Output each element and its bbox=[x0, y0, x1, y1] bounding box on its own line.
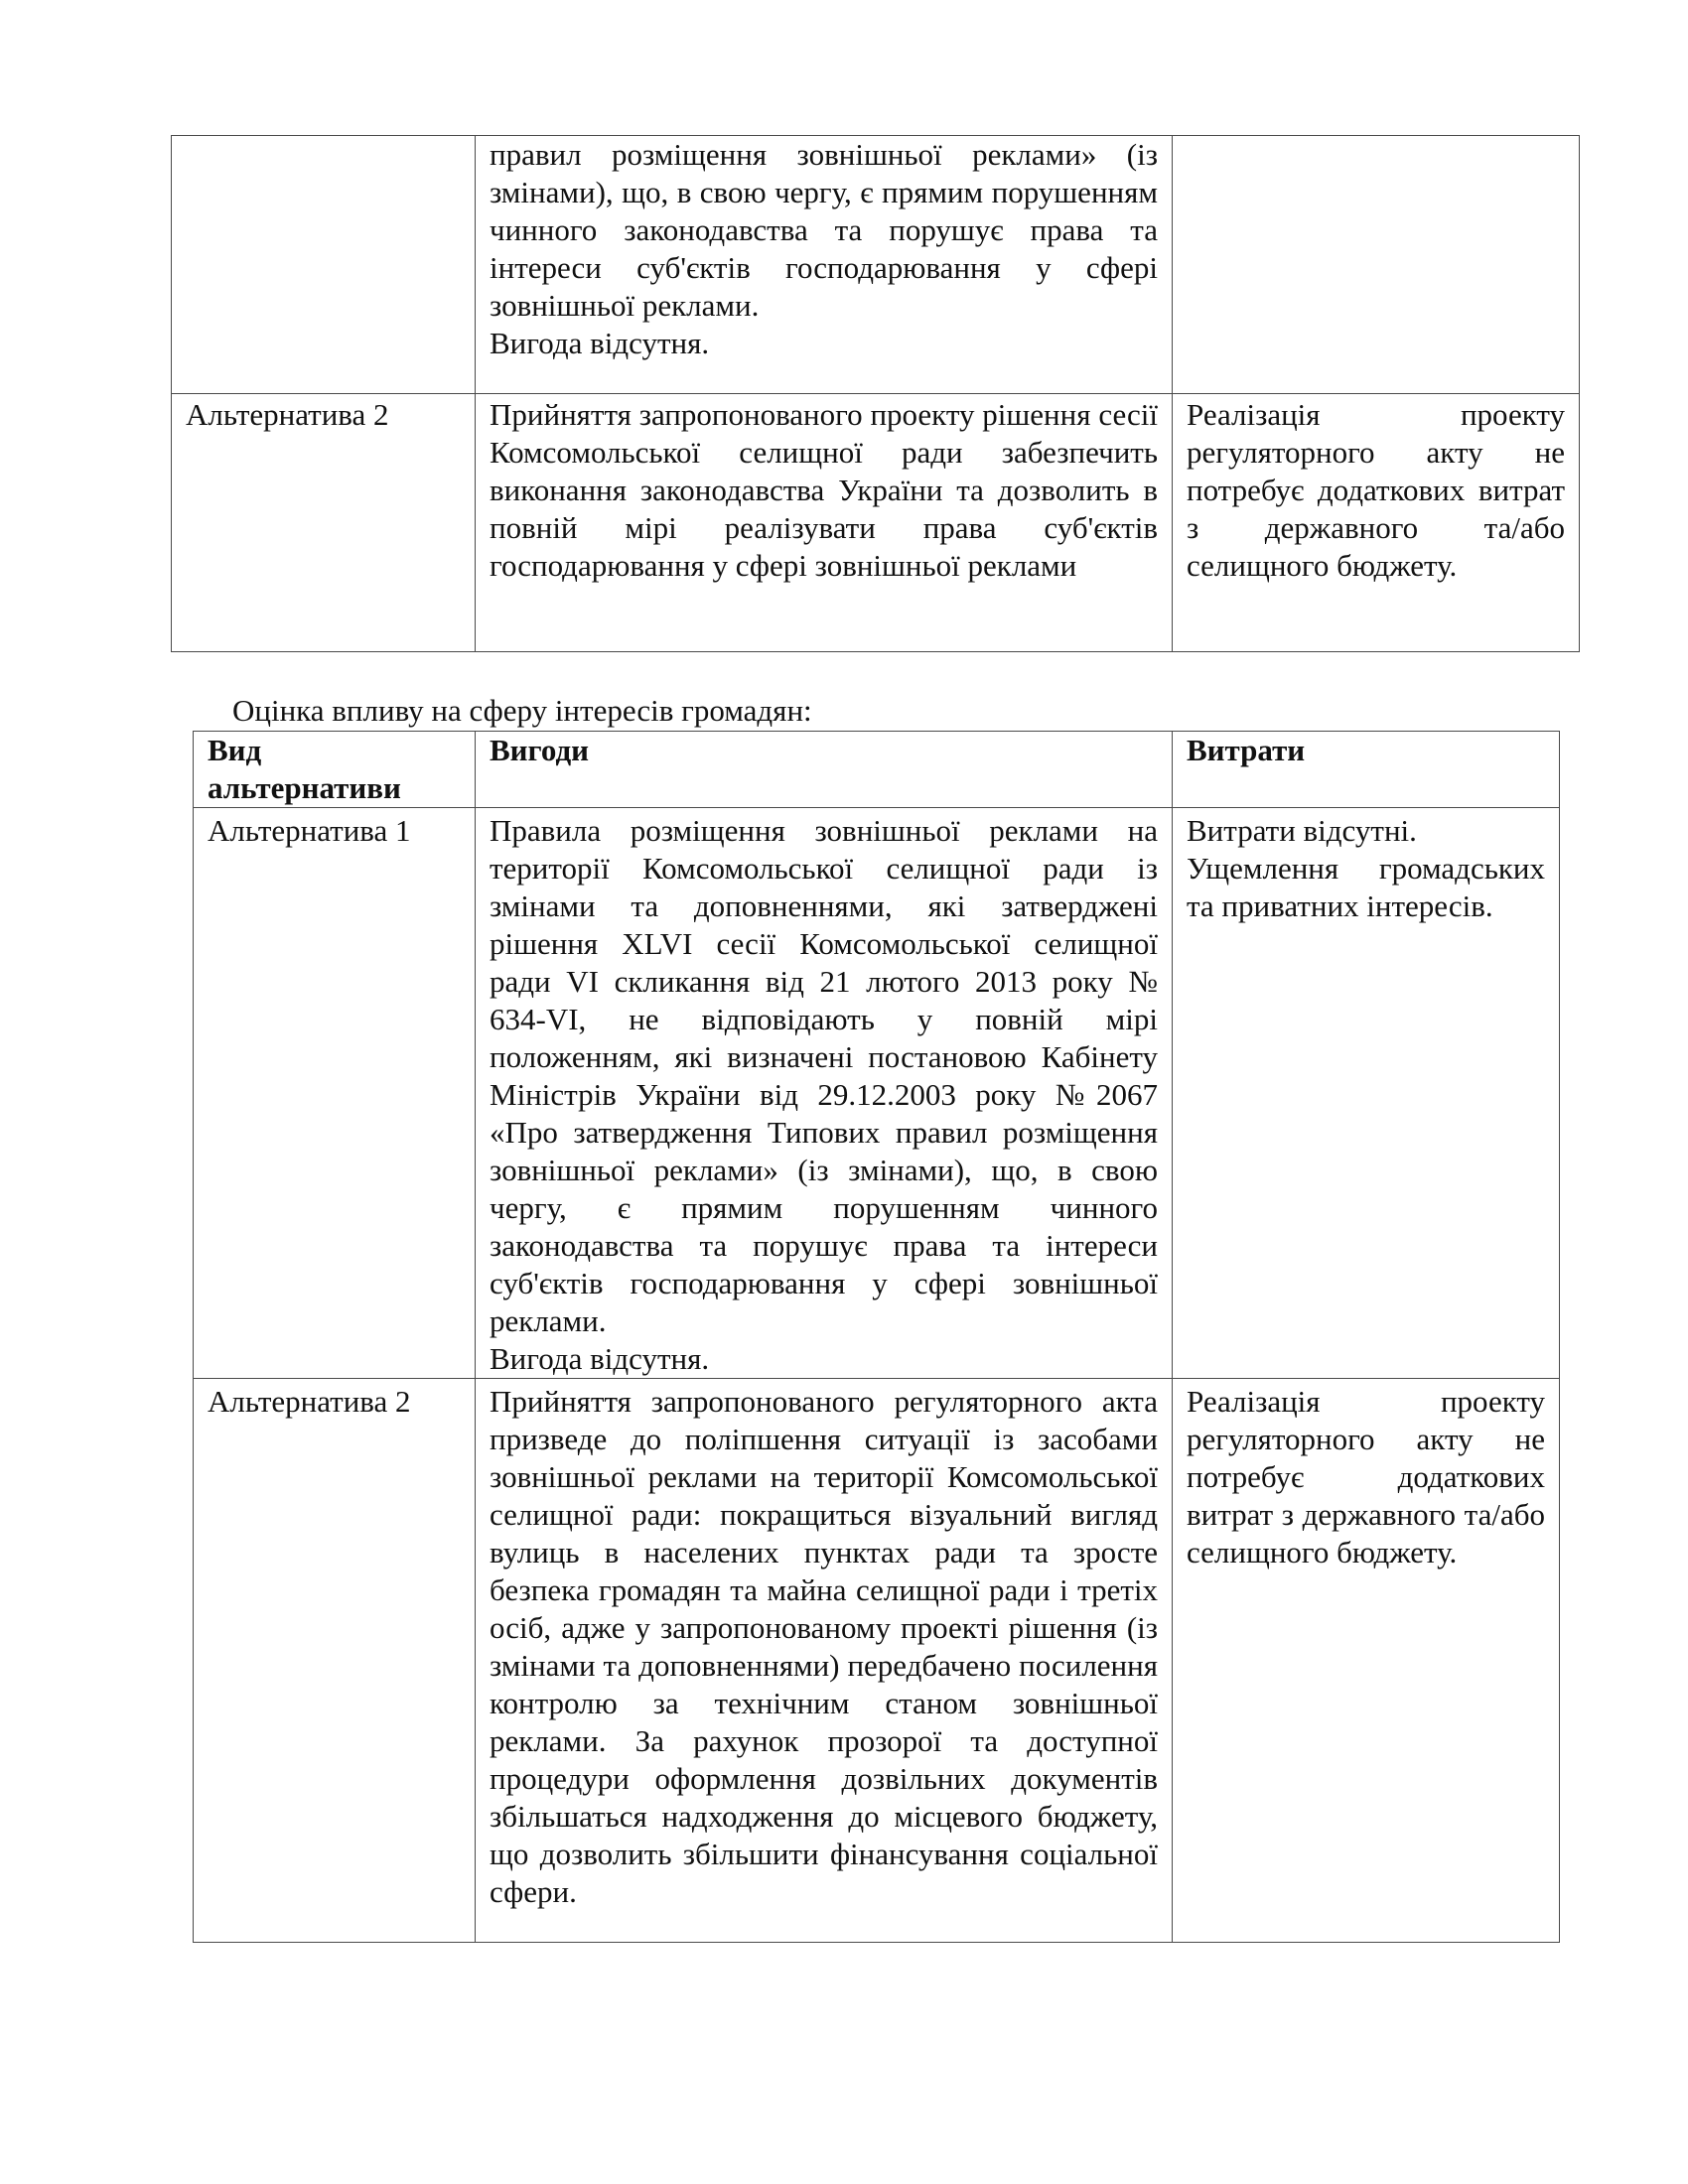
table-row bbox=[194, 808, 1560, 1379]
benefits-text: правил розміщення зовнішньої реклами» (із змінами), що, в свою чергу, є прямим порушенням чинного законодавства та порушує права та інтереси суб'єктів господарювання у сфері зовнішньої реклами. bbox=[490, 137, 1158, 323]
table-header-row bbox=[194, 732, 1560, 808]
benefits-text: Прийняття запропонованого регуляторного акта призведе до поліпшення ситуації із засобами зовнішньої реклами на території Комсомольської селищної ради: покращиться візуальний вигляд вулиць в населених пунктах ради та зросте безпека громадян та майна селищної ради і третіх осіб, адже у запропонованому проекті рішення (із змінами та доповненнями) передбачено посилення контролю за технічним станом зовнішньої реклами. За рахунок прозорої та доступної процедури оформлення дозвільних документів збільшаться надходження до місцевого бюджету, що дозволить збільшити фінансування соціальної сфери. bbox=[490, 1384, 1158, 1909]
benefits-cell bbox=[476, 808, 1173, 1379]
alternative-label-cell bbox=[194, 808, 476, 1379]
alternative-label-cell bbox=[194, 1379, 476, 1943]
benefits-cell bbox=[476, 136, 1173, 394]
costs-text: Реалізація проекту регуляторного акту не потребує додаткових витрат з державного та/або селищного бюджету. bbox=[1187, 397, 1565, 583]
table-row bbox=[194, 1379, 1560, 1943]
citizens-impact-table bbox=[193, 731, 1560, 1943]
header-benefits: Вигоди bbox=[476, 732, 1173, 808]
alternative-label: Альтернатива 2 bbox=[208, 1384, 411, 1419]
alternatives-table-continued bbox=[171, 135, 1580, 652]
alternative-label: Альтернатива 1 bbox=[208, 813, 411, 848]
costs-cell bbox=[1173, 394, 1580, 652]
table-row bbox=[172, 136, 1580, 394]
alternative-label: Альтернатива 2 bbox=[186, 397, 389, 432]
benefits-cell bbox=[476, 394, 1173, 652]
benefits-text: Прийняття запропонованого проекту рішення сесії Комсомольської селищної ради забезпечить виконання законодавства України та дозволить в повній мірі реалізувати права суб'єктів господарювання у сфері зовнішньої реклами bbox=[490, 397, 1158, 583]
costs-cell bbox=[1173, 136, 1580, 394]
costs-cell bbox=[1173, 808, 1560, 1379]
section-caption: Оцінка впливу на сферу інтересів громадян: bbox=[232, 693, 812, 728]
costs-text-line2: Ущемлення громадських та приватних інтересів. bbox=[1187, 851, 1545, 923]
benefits-extra-text: Вигода відсутня. bbox=[490, 1341, 710, 1376]
table-row bbox=[172, 394, 1580, 652]
alternative-label-cell bbox=[172, 394, 476, 652]
costs-cell bbox=[1173, 1379, 1560, 1943]
costs-text-line1: Витрати відсутні. bbox=[1187, 813, 1417, 848]
alternative-label-cell bbox=[172, 136, 476, 394]
benefits-cell bbox=[476, 1379, 1173, 1943]
header-type: Вид альтернативи bbox=[194, 732, 476, 808]
header-costs: Витрати bbox=[1173, 732, 1560, 808]
costs-text: Реалізація проекту регуляторного акту не потребує додаткових витрат з державного та/або селищного бюджету. bbox=[1187, 1384, 1545, 1570]
benefits-text: Правила розміщення зовнішньої реклами на території Комсомольської селищної ради із змінами та доповненнями, які затверджені рішення XLVI сесії Комсомольської селищної ради VI скликання від 21 лютого 2013 року № 634-VI, не відповідають у повній мірі положенням, які визначені постановою Кабінету Міністрів України від 29.12.2003 року №2067 «Про затвердження Типових правил розміщення зовнішньої реклами» (із змінами), що, в свою чергу, є прямим порушенням чинного законодавства та порушує права та інтереси суб'єктів господарювання у сфері зовнішньої реклами. bbox=[490, 813, 1158, 1338]
benefits-extra-text: Вигода відсутня. bbox=[490, 326, 710, 360]
